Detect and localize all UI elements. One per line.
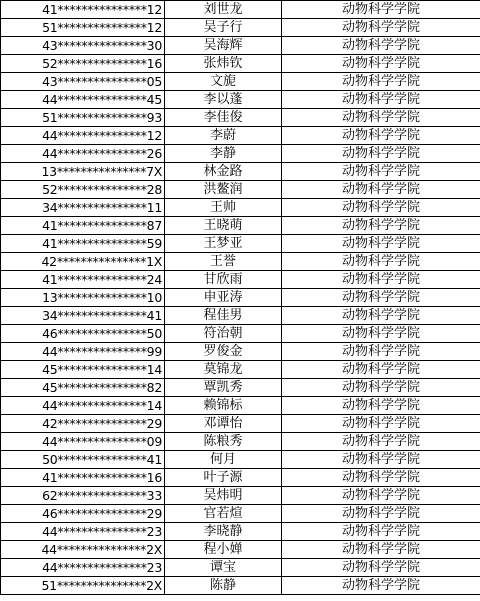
table-row: [1, 127, 480, 145]
table-row: [1, 73, 480, 91]
student-name-cell[interactable]: 邓谭怡: [165, 415, 282, 433]
student-name-cell[interactable]: 刘世龙: [165, 1, 282, 19]
college-cell[interactable]: 动物科学学院: [282, 217, 480, 235]
table-row: [1, 271, 480, 289]
student-name-cell[interactable]: 吴炜明: [165, 487, 282, 505]
id-number-cell[interactable]: 34***************41: [1, 307, 165, 325]
student-name-cell[interactable]: 叶子源: [165, 469, 282, 487]
college-cell[interactable]: 动物科学学院: [282, 433, 480, 451]
student-name-cell[interactable]: 王誉: [165, 253, 282, 271]
student-name-cell[interactable]: 何月: [165, 451, 282, 469]
table-row: [1, 19, 480, 37]
college-cell[interactable]: 动物科学学院: [282, 289, 480, 307]
id-number-cell[interactable]: 44***************45: [1, 91, 165, 109]
table-row: [1, 523, 480, 541]
college-cell[interactable]: 动物科学学院: [282, 397, 480, 415]
college-cell[interactable]: 动物科学学院: [282, 253, 480, 271]
college-cell[interactable]: 动物科学学院: [282, 469, 480, 487]
id-number-cell[interactable]: 13***************7X: [1, 163, 165, 181]
table-row: [1, 307, 480, 325]
id-number-cell[interactable]: 44***************23: [1, 523, 165, 541]
table-row: [1, 577, 480, 595]
table-row: [1, 505, 480, 523]
id-number-cell[interactable]: 44***************14: [1, 397, 165, 415]
college-cell[interactable]: 动物科学学院: [282, 109, 480, 127]
table-row: [1, 91, 480, 109]
id-number-cell[interactable]: 42***************1X: [1, 253, 165, 271]
id-number-cell[interactable]: 52***************28: [1, 181, 165, 199]
student-name-cell[interactable]: 程佳男: [165, 307, 282, 325]
table-row: [1, 181, 480, 199]
id-number-cell[interactable]: 44***************2X: [1, 541, 165, 559]
id-number-cell[interactable]: 41***************24: [1, 271, 165, 289]
college-cell[interactable]: 动物科学学院: [282, 73, 480, 91]
student-name-cell[interactable]: 吴子行: [165, 19, 282, 37]
student-name-cell[interactable]: 罗俊金: [165, 343, 282, 361]
student-name-cell[interactable]: 李蔚: [165, 127, 282, 145]
college-cell[interactable]: 动物科学学院: [282, 91, 480, 109]
id-number-cell[interactable]: 41***************87: [1, 217, 165, 235]
student-name-cell[interactable]: 莫锦龙: [165, 361, 282, 379]
id-number-cell[interactable]: 43***************30: [1, 37, 165, 55]
college-cell[interactable]: 动物科学学院: [282, 415, 480, 433]
college-cell[interactable]: 动物科学学院: [282, 487, 480, 505]
college-cell[interactable]: 动物科学学院: [282, 451, 480, 469]
table-row: [1, 1, 480, 19]
student-name-cell[interactable]: 申亚涛: [165, 289, 282, 307]
id-number-cell[interactable]: 41***************59: [1, 235, 165, 253]
id-number-cell[interactable]: 46***************29: [1, 505, 165, 523]
table-row: [1, 343, 480, 361]
student-name-cell[interactable]: 洪鳌润: [165, 181, 282, 199]
college-cell[interactable]: 动物科学学院: [282, 55, 480, 73]
table-row: [1, 253, 480, 271]
id-number-cell[interactable]: 50***************41: [1, 451, 165, 469]
college-cell[interactable]: 动物科学学院: [282, 577, 480, 595]
college-cell[interactable]: 动物科学学院: [282, 145, 480, 163]
student-name-cell[interactable]: 陈静: [165, 577, 282, 595]
college-cell[interactable]: 动物科学学院: [282, 199, 480, 217]
college-cell[interactable]: 动物科学学院: [282, 541, 480, 559]
table-row: [1, 235, 480, 253]
table-row: [1, 289, 480, 307]
id-number-cell[interactable]: 44***************26: [1, 145, 165, 163]
college-cell[interactable]: 动物科学学院: [282, 235, 480, 253]
student-table-body: [1, 1, 480, 595]
id-number-cell[interactable]: 41***************12: [1, 1, 165, 19]
student-name-cell[interactable]: 李佳俊: [165, 109, 282, 127]
student-name-cell[interactable]: 甘欣雨: [165, 271, 282, 289]
student-name-cell[interactable]: 文旎: [165, 73, 282, 91]
table-row: [1, 325, 480, 343]
student-name-cell[interactable]: 王梦亚: [165, 235, 282, 253]
id-number-cell[interactable]: 51***************93: [1, 109, 165, 127]
student-name-cell[interactable]: 赖锦标: [165, 397, 282, 415]
student-name-cell[interactable]: 程小婵: [165, 541, 282, 559]
table-row: [1, 541, 480, 559]
student-name-cell[interactable]: 李静: [165, 145, 282, 163]
college-cell[interactable]: 动物科学学院: [282, 523, 480, 541]
college-cell[interactable]: 动物科学学院: [282, 361, 480, 379]
table-row: [1, 55, 480, 73]
table-row: [1, 217, 480, 235]
id-number-cell[interactable]: 44***************23: [1, 559, 165, 577]
id-number-cell[interactable]: 41***************16: [1, 469, 165, 487]
table-row: [1, 415, 480, 433]
college-cell[interactable]: 动物科学学院: [282, 163, 480, 181]
student-name-cell[interactable]: 谭宝: [165, 559, 282, 577]
table-row: [1, 469, 480, 487]
id-number-cell[interactable]: 62***************33: [1, 487, 165, 505]
student-name-cell[interactable]: 林金路: [165, 163, 282, 181]
student-name-cell[interactable]: 李晓静: [165, 523, 282, 541]
college-cell[interactable]: 动物科学学院: [282, 505, 480, 523]
college-cell[interactable]: 动物科学学院: [282, 271, 480, 289]
student-name-cell[interactable]: 符治朝: [165, 325, 282, 343]
college-cell[interactable]: 动物科学学院: [282, 379, 480, 397]
table-row: [1, 487, 480, 505]
college-cell[interactable]: 动物科学学院: [282, 37, 480, 55]
student-name-cell[interactable]: 李以蓬: [165, 91, 282, 109]
table-row: [1, 145, 480, 163]
id-number-cell[interactable]: 51***************2X: [1, 577, 165, 595]
id-number-cell[interactable]: 46***************50: [1, 325, 165, 343]
student-name-cell[interactable]: 张炜钦: [165, 55, 282, 73]
college-cell[interactable]: 动物科学学院: [282, 19, 480, 37]
id-number-cell[interactable]: 44***************99: [1, 343, 165, 361]
table-row: [1, 199, 480, 217]
student-name-cell[interactable]: 王晓萌: [165, 217, 282, 235]
student-name-cell[interactable]: 陈粮秀: [165, 433, 282, 451]
student-name-cell[interactable]: 吴海辉: [165, 37, 282, 55]
college-cell[interactable]: 动物科学学院: [282, 127, 480, 145]
id-number-cell[interactable]: 42***************29: [1, 415, 165, 433]
table-row: [1, 163, 480, 181]
id-number-cell[interactable]: 52***************16: [1, 55, 165, 73]
id-number-cell[interactable]: 51***************12: [1, 19, 165, 37]
college-cell[interactable]: 动物科学学院: [282, 325, 480, 343]
table-row: [1, 559, 480, 577]
id-number-cell[interactable]: 44***************12: [1, 127, 165, 145]
table-row: [1, 397, 480, 415]
table-row: [1, 451, 480, 469]
student-name-cell[interactable]: 官若煊: [165, 505, 282, 523]
table-row: [1, 109, 480, 127]
id-number-cell[interactable]: 13***************10: [1, 289, 165, 307]
college-cell[interactable]: 动物科学学院: [282, 181, 480, 199]
table-row: [1, 379, 480, 397]
id-number-cell[interactable]: 45***************82: [1, 379, 165, 397]
id-number-cell[interactable]: 43***************05: [1, 73, 165, 91]
id-number-cell[interactable]: 34***************11: [1, 199, 165, 217]
table-row: [1, 361, 480, 379]
college-cell[interactable]: 动物科学学院: [282, 1, 480, 19]
id-number-cell[interactable]: 44***************09: [1, 433, 165, 451]
college-cell[interactable]: 动物科学学院: [282, 559, 480, 577]
student-name-cell[interactable]: 覃凯秀: [165, 379, 282, 397]
id-number-cell[interactable]: 45***************14: [1, 361, 165, 379]
table-row: [1, 433, 480, 451]
table-row: [1, 37, 480, 55]
college-cell[interactable]: 动物科学学院: [282, 307, 480, 325]
college-cell[interactable]: 动物科学学院: [282, 343, 480, 361]
student-name-cell[interactable]: 王帅: [165, 199, 282, 217]
